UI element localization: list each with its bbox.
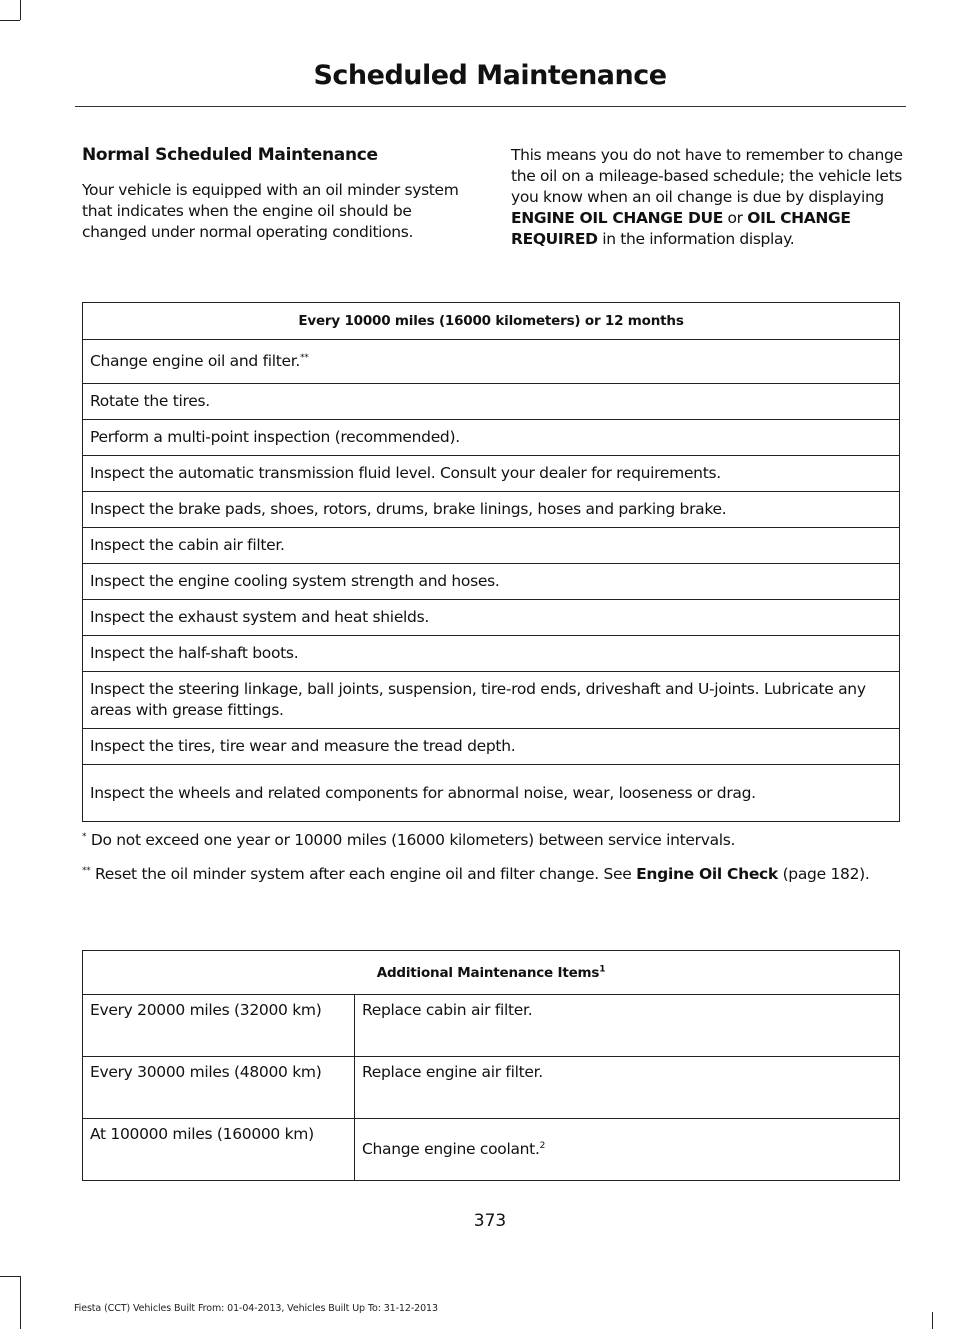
maintenance-schedule-table [82, 302, 900, 822]
crop-mark [932, 1312, 933, 1329]
table-row [83, 600, 900, 636]
maintenance-task: Rotate the tires. [90, 392, 210, 410]
intro-text: This means you do not have to remember to change the oil on a mileage-based schedule; the vehicle lets you know when an oil change is due by displaying [511, 146, 903, 206]
intro-right-column [511, 145, 903, 250]
maintenance-task: Inspect the brake pads, shoes, rotors, drums, brake linings, hoses and parking brake. [90, 500, 727, 518]
table-row [83, 456, 900, 492]
maintenance-task: Inspect the engine cooling system strength and hoses. [90, 572, 500, 590]
footnote-text: Do not exceed one year or 10000 miles (16000 kilometers) between service intervals. [86, 831, 736, 849]
table-header [83, 951, 900, 995]
maintenance-task: Inspect the tires, tire wear and measure the tread depth. [90, 737, 516, 755]
page-title: Scheduled Maintenance [313, 60, 667, 91]
table-cell [83, 340, 900, 384]
interval-cell: Every 20000 miles (32000 km) [83, 995, 355, 1057]
section-heading: Normal Scheduled Maintenance [82, 145, 378, 165]
table-row [83, 492, 900, 528]
maintenance-task: Inspect the steering linkage, ball joints, suspension, tire-rod ends, driveshaft and U-joints. Lubricate any areas with grease fittings. [90, 680, 866, 719]
maintenance-task: Change engine oil and filter. [90, 352, 301, 370]
intro-paragraph-left: Your vehicle is equipped with an oil minder system that indicates when the engine oil should be changed under normal operating conditions. [82, 181, 459, 241]
intro-left-column [82, 145, 477, 243]
table-row [83, 672, 900, 729]
footnote-reference: ** [300, 352, 309, 363]
table-row [83, 340, 900, 384]
header-divider [75, 106, 906, 107]
table-row [83, 528, 900, 564]
maintenance-task: Inspect the cabin air filter. [90, 536, 285, 554]
intro-paragraph-right [511, 145, 903, 250]
table-row [83, 384, 900, 420]
footnote-page-ref: (page 182). [777, 865, 870, 883]
maintenance-item: Replace engine air filter. [362, 1063, 543, 1081]
table-row [83, 636, 900, 672]
intro-text: or [722, 209, 748, 227]
table-header: Every 10000 miles (16000 kilometers) or 12 months [83, 303, 900, 340]
page-number: 373 [473, 1211, 507, 1231]
additional-maintenance-table [82, 950, 900, 1181]
table-cell [83, 420, 900, 456]
table-cell [83, 456, 900, 492]
interval-cell: Every 30000 miles (48000 km) [83, 1057, 355, 1119]
table-cell [83, 765, 900, 822]
table-cell [83, 729, 900, 765]
footnote-text: Reset the oil minder system after each engine oil and filter change. See [90, 865, 637, 883]
display-message-engine-oil-change-due: ENGINE OIL CHANGE DUE [511, 209, 723, 227]
footer-text: Fiesta (CCT) Vehicles Built From: 01-04-2013, Vehicles Built Up To: 31-12-2013 [74, 1303, 438, 1314]
table-row [83, 729, 900, 765]
table-cell [83, 564, 900, 600]
table-cell [83, 636, 900, 672]
table-cell [83, 672, 900, 729]
footnote-reference: 2 [539, 1140, 546, 1151]
item-cell [355, 1119, 900, 1181]
table-row [83, 1119, 900, 1181]
table-row [83, 420, 900, 456]
engine-oil-check-link[interactable]: Engine Oil Check [636, 865, 778, 883]
table-cell [83, 492, 900, 528]
item-cell [355, 1057, 900, 1119]
table-cell [83, 600, 900, 636]
item-cell [355, 995, 900, 1057]
maintenance-item: Change engine coolant. [362, 1140, 540, 1158]
table-header-text: Additional Maintenance Items [376, 964, 600, 981]
table-cell [83, 528, 900, 564]
crop-mark [0, 20, 20, 21]
table-row [83, 564, 900, 600]
crop-mark [20, 0, 21, 20]
table-row [83, 765, 900, 822]
maintenance-item: Replace cabin air filter. [362, 1001, 533, 1019]
display-message-oil-change-required: OIL CHANGE REQUIRED [511, 209, 851, 248]
footnote-single [82, 828, 912, 852]
crop-mark [0, 1276, 20, 1277]
crop-mark [20, 1276, 21, 1329]
table-cell [83, 384, 900, 420]
footnote-marker: * [82, 831, 87, 842]
maintenance-task: Inspect the automatic transmission fluid level. Consult your dealer for requirements. [90, 464, 721, 482]
footnote-marker: ** [82, 865, 91, 876]
table-row [83, 1057, 900, 1119]
table-row [83, 995, 900, 1057]
intro-text: in the information display. [597, 230, 795, 248]
maintenance-task: Inspect the exhaust system and heat shields. [90, 608, 430, 626]
interval-cell: At 100000 miles (160000 km) [83, 1119, 355, 1181]
maintenance-task: Inspect the wheels and related components for abnormal noise, wear, looseness or drag. [90, 783, 756, 802]
maintenance-task: Inspect the half-shaft boots. [90, 644, 299, 662]
table-header-sup: 1 [599, 964, 606, 974]
footnote-double [82, 862, 912, 886]
maintenance-task: Perform a multi-point inspection (recommended). [90, 428, 460, 446]
